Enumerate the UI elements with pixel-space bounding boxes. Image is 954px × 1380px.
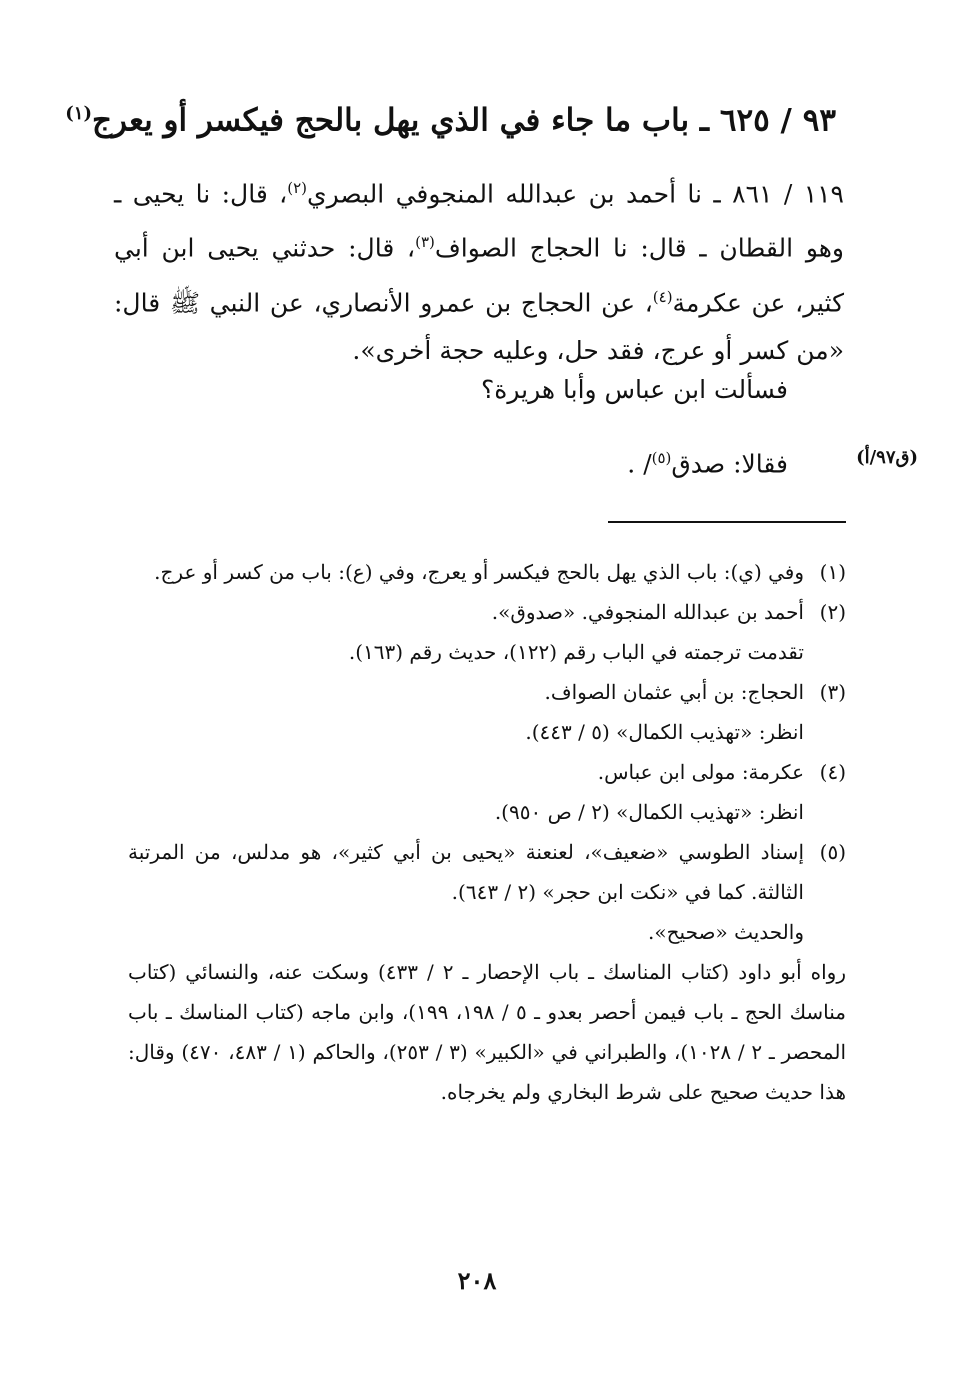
chapter-title-text: ٩٣ / ٦٢٥ ـ باب ما جاء في الذي يهل بالحج فيكسر أو يعرج — [92, 102, 836, 139]
footnote-4-continuation: انظر: «تهذيب الكمال» (٢ / ص ٩٥٠). — [494, 800, 804, 824]
answer-line — [627, 436, 788, 486]
footnote-separator — [608, 521, 846, 523]
footnote-ref-3[interactable]: (٣) — [415, 233, 435, 252]
page-number: ٢٠٨ — [457, 1266, 497, 1295]
hadith-text — [114, 164, 844, 375]
manuscript-folio-note: (ق٩٧/أ) — [856, 447, 918, 468]
footnote-2-continuation: تقدمت ترجمته في الباب رقم (١٢٢)، حديث رقم (١٦٣). — [348, 640, 804, 664]
footnote-3 — [128, 672, 846, 712]
footnote-5-verdict: والحديث «صحيح». — [648, 920, 804, 944]
footnote-number: (٣) — [819, 680, 846, 704]
answer-end: / . — [627, 449, 652, 479]
chapter-title — [65, 92, 836, 142]
footnote-3-continuation: انظر: «تهذيب الكمال» (٥ / ٤٤٣). — [525, 720, 804, 744]
footnote-4 — [128, 752, 846, 792]
footnote-text: أحمد بن عبدالله المنجوفي. «صدوق». — [491, 600, 804, 624]
hadith-matn: ، عن الحجاج بن عمرو الأنصاري، عن النبي ﷺ قال: «من كسر أو عرج، فقد حل، وعليه حجة أخرى». — [114, 287, 844, 365]
footnotes-section — [128, 552, 846, 1112]
footnote-5-takhrij: رواه أبو داود (كتاب المناسك ـ باب الإحصار ـ ٢ / ٤٣٣) وسكت عنه، والنسائي (كتاب مناسك الحج ـ باب فيمن أحصر بعدو ـ ٥ / ١٩٨، ١٩٩)، وابن ماجه (كتاب المناسك ـ باب المحصر ـ ٢ / ١٠٢٨)، والطبراني في «الكبير» (٣ / ٢٥٣)، والحاكم (١ / ٤٨٣، ٤٧٠) وقال: هذا حديث صحيح على شرط البخاري ولم يخرجاه. — [128, 960, 847, 1104]
question-line: فسألت ابن عباس وأبا هريرة؟ — [480, 375, 788, 404]
footnote-number: (٤) — [819, 760, 846, 784]
footnote-ref-5[interactable]: (٥) — [651, 449, 672, 467]
footnote-5 — [128, 832, 846, 912]
hadith-isnad-3: ، قال: حدثني يحيى ابن أبي كثير، عن عكرمة — [114, 233, 844, 317]
hadith-isnad-1: ١١٩ / ٨٦١ ـ نا أحمد بن عبدالله المنجوفي البصري — [307, 179, 844, 209]
footnote-1 — [128, 552, 846, 592]
footnote-ref-1[interactable]: (١) — [65, 103, 92, 124]
footnote-number: (١) — [819, 560, 846, 584]
footnote-number: (٥) — [819, 840, 846, 864]
footnote-text: وفي (ي): باب الذي يهل بالحج فيكسر أو يعرج، وفي (ع): باب من كسر أو عرج. — [154, 560, 804, 584]
footnote-number: (٢) — [819, 600, 846, 624]
footnote-text: إسناد الطوسي «ضعيف»، لعنعنة «يحيى بن أبي كثير»، هو مدلس، من المرتبة الثالثة. كما في «نكت ابن حجر» (٢ / ٦٤٣). — [128, 840, 804, 904]
footnote-text: عكرمة: مولى ابن عباس. — [597, 760, 804, 784]
footnote-ref-4[interactable]: (٤) — [652, 287, 673, 306]
footnote-text: الحجاج: بن أبي عثمان الصواف. — [544, 680, 804, 704]
footnote-ref-2[interactable]: (٢) — [287, 179, 308, 197]
hadith-isnad-2: ، قال: نا يحيى ـ وهو القطان ـ قال: نا الحجاج الصواف — [114, 179, 844, 263]
answer-text: فقالا: صدق — [671, 449, 788, 479]
footnote-2 — [128, 592, 846, 632]
